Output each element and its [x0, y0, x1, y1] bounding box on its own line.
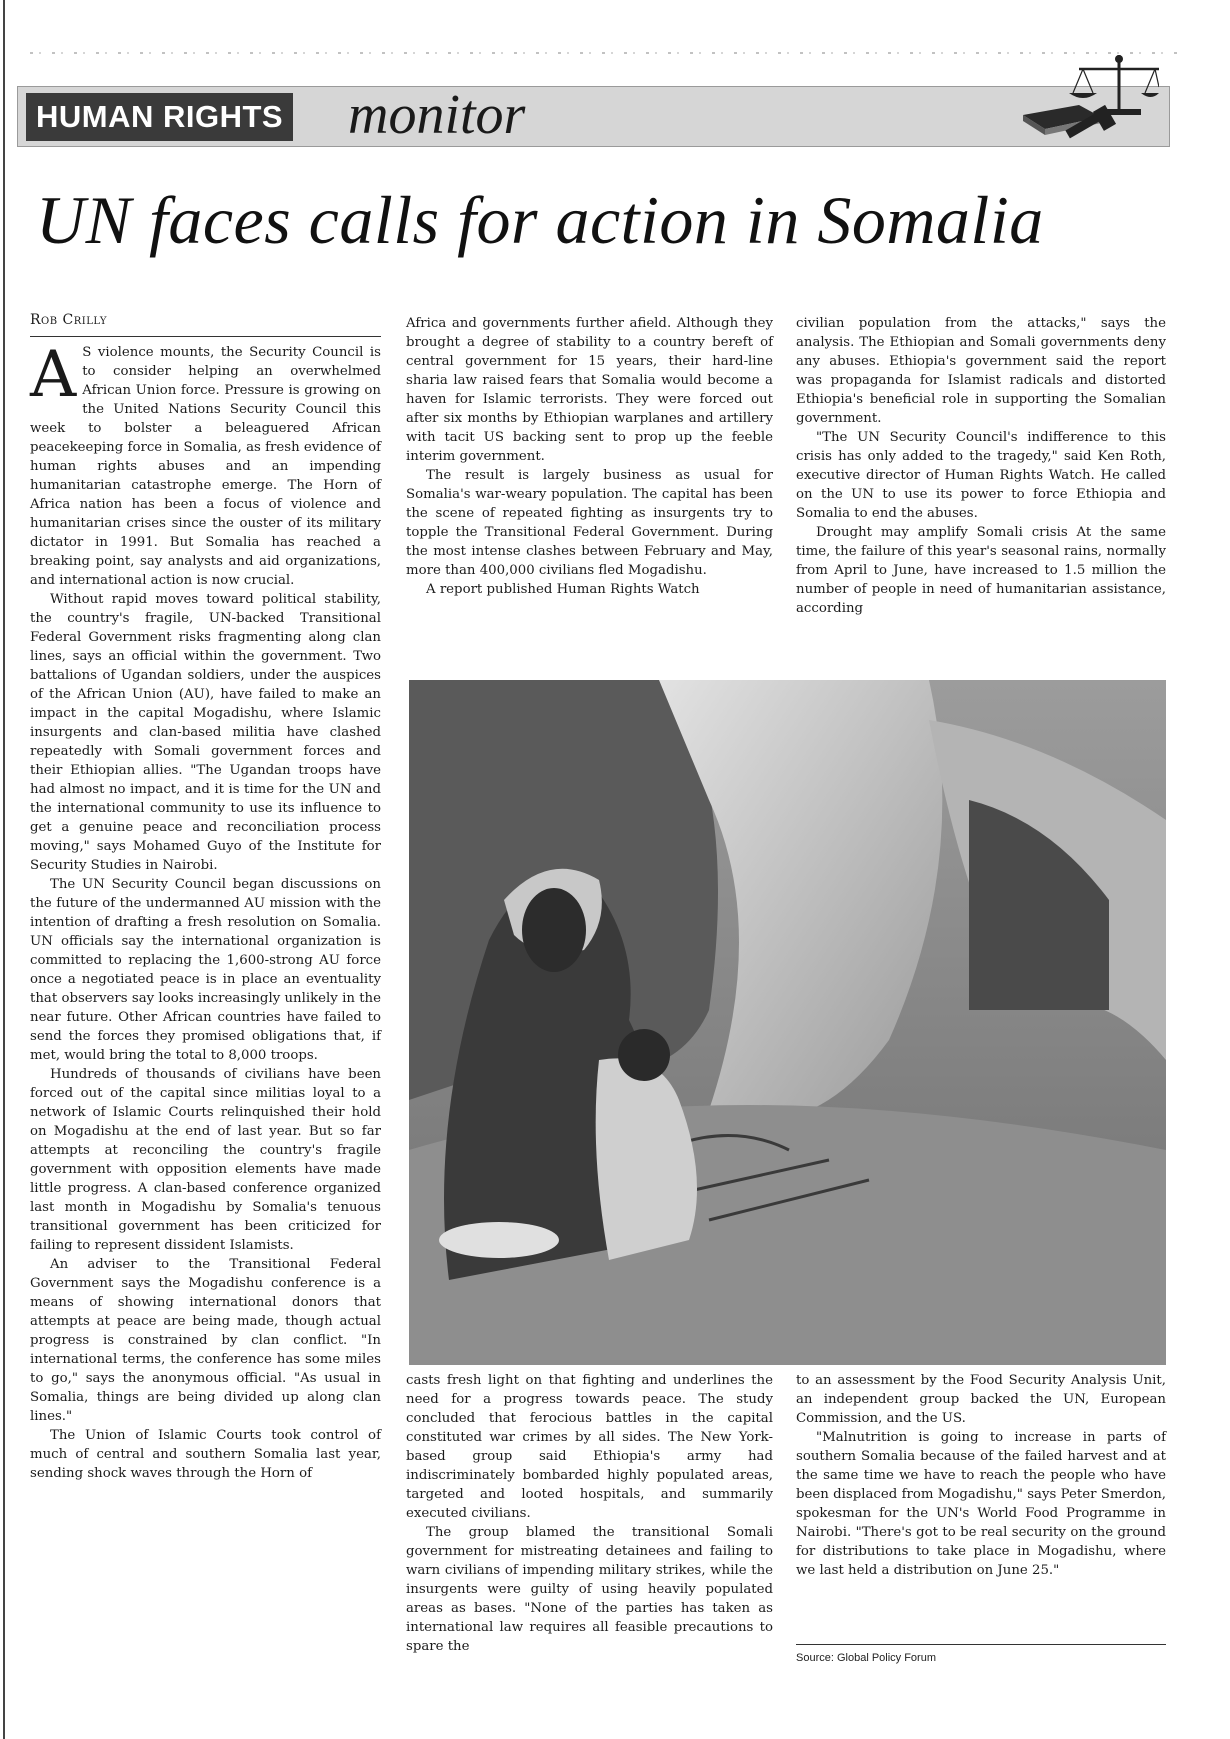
paragraph: An adviser to the Transitional Federal Government says the Mogadishu conference is a means of showing international donors that attempts at peace are being made, though actual progress is constrained by clan conflict. "In international terms, the conference has some miles to go," says the anonymous official. "As usual in Somalia, things are being divided up along clan lines." — [30, 1257, 381, 1424]
article-column-3 — [796, 314, 1166, 618]
section-banner — [17, 86, 1170, 147]
paragraph: A report published Human Rights Watch — [426, 582, 700, 597]
news-photo — [409, 680, 1166, 1365]
paragraph: The group blamed the transitional Somali government for mistreating detainees and failing to warn civilians of impending military strikes, while the insurgents were guilty of using heavily populated areas as bases. "None of the parties has taken as international law requires all feasible precautions to spare the — [406, 1525, 773, 1654]
scales-of-justice-icon — [1009, 47, 1159, 147]
paragraph: The UN Security Council began discussions on the future of the undermanned AU mission with the intention of drafting a fresh resolution on Somalia. UN officials say the international organization is committed to replacing the 1,600-strong AU force once a negotiated peace is in place an eventuality that observers say looks increasingly unlikely in the near future. Other African countries have failed to send the forces they promised obligations that, if met, would bring the total to 8,000 troops. — [30, 877, 381, 1063]
paragraph: The Union of Islamic Courts took control of much of central and southern Somalia last year, sending shock waves through the Horn of — [30, 1428, 381, 1481]
source-credit: Source: Global Policy Forum — [796, 1652, 936, 1664]
paragraph: "Malnutrition is going to increase in parts of southern Somalia because of the failed harvest and at the same time we have to reach the people who have been displaced from Mogadishu," says Peter Smerdon, spokesman for the UN's World Food Programme in Nairobi. "There's got to be real security on the ground for distributions to take place in Mogadishu, where we last held a distribution on June 25." — [796, 1430, 1166, 1578]
paragraph — [30, 338, 381, 590]
scan-edge — [3, 0, 5, 1739]
paragraph: "The UN Security Council's indifference to this crisis has only added to the tragedy," said Ken Roth, executive director of Human Rights Watch. He called on the UN to use its power to force Ethiopia and Somalia to end the abuses. — [796, 430, 1166, 521]
source-rule — [796, 1644, 1166, 1645]
paragraph: Africa and governments further afield. Although they brought a degree of stability to a country bereft of central government for 15 years, their hard-line sharia law raised fears that Somalia would become a haven for Islamic terrorists. They were forced out after six months by Ethiopian warplanes and artillery with tacit US backing sent to prop up the feeble interim government. — [406, 316, 773, 464]
article-column-2-continued — [406, 1371, 773, 1656]
paragraph: Hundreds of thousands of civilians have been forced out of the capital since militias loyal to a network of Islamic Courts relinquished their hold on Mogadishu at the end of last year. But so far attempts at reconciling the country's fragile government with opposition elements have made little progress. A clan-based conference organized last month in Mogadishu by Somalia's tenuous transitional government has been criticized for failing to represent dissident Islamists. — [30, 1067, 381, 1253]
paragraph: civilian population from the attacks," says the analysis. The Ethiopian and Somali governments deny any abuses. Ethiopia's government said the report was propaganda for Islamist radicals and distorted Ethiopia's beneficial role in supporting the Somalian government. — [796, 316, 1166, 426]
byline: Rob Crilly — [30, 312, 107, 328]
byline-rule — [30, 336, 381, 337]
paragraph: Without rapid moves toward political stability, the country's fragile, UN-backed Transitional Federal Government risks fragmenting along clan lines, says an official within the government. Two battalions of Ugandan soldiers, under the auspices of the African Union (AU), have failed to make an impact in the capital Mogadishu, where Islamic insurgents and clan-based militia have clashed repeatedly with Somali government forces and their Ethiopian allies. "The Ugandan troops have had almost no impact, and it is time for the UN and the international community to use its influence to get a genuine peace and reconciliation process moving," says Mohamed Guyo of the Institute for Security Studies in Nairobi. — [30, 592, 381, 873]
article-column-3-continued — [796, 1371, 1166, 1580]
article-column-2 — [406, 314, 773, 599]
section-label: HUMAN RIGHTS — [26, 93, 293, 141]
paragraph: The result is largely business as usual for Somalia's war-weary population. The capital has been the scene of repeated fighting as insurgents try to topple the Transitional Federal Government. During the most intense clashes between February and May, more than 400,000 civilians fled Mogadishu. — [406, 468, 773, 578]
article-column-1 — [30, 338, 381, 1483]
paragraph: Drought may amplify Somali crisis At the same time, the failure of this year's seasonal rains, normally from April to June, have increased to 1.5 million the number of people in need of humanitarian assistance, according — [796, 525, 1166, 616]
headline: UN faces calls for action in Somalia — [36, 182, 1044, 258]
drop-cap: A — [30, 338, 77, 412]
scan-noise — [30, 52, 1180, 54]
paragraph-text: S violence mounts, the Security Council is to consider helping an overwhelmed African Union force. Pressure is growing on the United Nations Security Council this week to bolster a beleaguered African peacekeeping force in Somalia, as fresh evidence of human rights abuses and an impending humanitarian catastrophe emerge. The Horn of Africa nation has been a focus of violence and humanitarian crises since the ouster of its military dictator in 1991. But Somalia has reached a breaking point, say analysts and aid organizations, and international action is now crucial. — [30, 345, 381, 588]
paragraph: to an assessment by the Food Security Analysis Unit, an independent group backed the UN, European Commission, and the US. — [796, 1373, 1166, 1426]
paragraph: casts fresh light on that fighting and underlines the need for a progress towards peace. The study concluded that ferocious battles in the capital constituted war crimes by all sides. The New York-based group said Ethiopia's army had indiscriminately bombarded highly populated areas, targeted and looted hospitals, and summarily executed civilians. — [406, 1373, 773, 1521]
section-tagline: monitor — [348, 84, 526, 146]
photo-illustration — [409, 680, 1166, 1365]
